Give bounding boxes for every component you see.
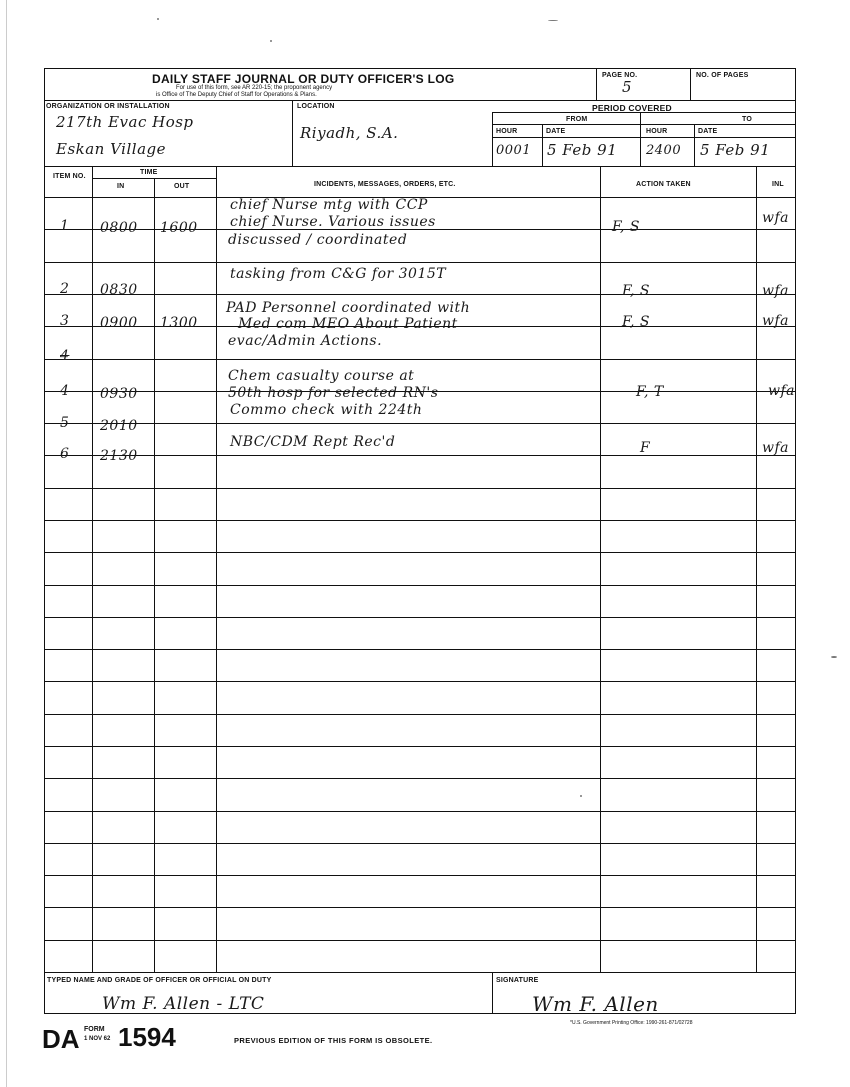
entry-item-no: 5 xyxy=(60,415,70,431)
to-hour-label: HOUR xyxy=(646,128,668,135)
from-hour-value: 0001 xyxy=(496,143,532,158)
form-da-label: DA xyxy=(42,1024,80,1054)
signature-value: Wm F. Allen xyxy=(532,992,659,1016)
table-row-line xyxy=(44,681,796,682)
officer-name-label: TYPED NAME AND GRADE OF OFFICER OR OFFICIAL ON DUTY xyxy=(47,977,272,984)
entry-item-no: 4 xyxy=(60,348,70,364)
entry-item-no: 1 xyxy=(60,218,70,234)
table-row-line xyxy=(44,552,796,553)
time-header: TIME xyxy=(140,169,158,176)
organization-value: Eskan Village xyxy=(56,140,166,158)
form-date-label: 1 NOV 62 xyxy=(84,1036,111,1042)
entry-text: Med com MEO About Patient xyxy=(238,316,458,332)
entry-time-in: 0830 xyxy=(100,282,138,298)
entry-text: tasking from C&G for 3015T xyxy=(230,266,447,282)
form-word-label: FORM xyxy=(84,1026,105,1033)
form-subtitle: is Office of The Deputy Chief of Staff for Operations & Plans. xyxy=(156,92,317,98)
entry-time-in: 0800 xyxy=(100,220,138,236)
table-row-line xyxy=(44,423,796,424)
no-of-pages-label: NO. OF PAGES xyxy=(696,72,749,79)
entry-time-out: 1300 xyxy=(160,315,198,331)
entry-time-in: 0900 xyxy=(100,315,138,331)
page-margin-line xyxy=(6,0,7,1087)
scan-speck xyxy=(270,40,272,42)
entry-initials: wfa xyxy=(762,210,790,226)
scan-speck xyxy=(548,20,558,21)
entry-item-no: 6 xyxy=(60,446,70,462)
entry-time-out: 1600 xyxy=(160,220,198,236)
entry-text: Commo check with 224th xyxy=(230,402,423,418)
entry-text: evac/Admin Actions. xyxy=(228,333,383,349)
form-title: DAILY STAFF JOURNAL OR DUTY OFFICER'S LOG xyxy=(152,72,455,86)
incidents-header: INCIDENTS, MESSAGES, ORDERS, ETC. xyxy=(314,181,456,188)
table-row-line xyxy=(44,875,796,876)
entry-action: F xyxy=(640,440,651,456)
table-row-line xyxy=(44,778,796,779)
entry-initials: wfa xyxy=(762,313,790,329)
entry-item-no: 4 xyxy=(60,383,70,399)
previous-edition-note: PREVIOUS EDITION OF THIS FORM IS OBSOLETE. xyxy=(234,1036,433,1045)
entry-time-in: 2010 xyxy=(100,418,138,434)
page-no-label: PAGE NO. xyxy=(602,72,638,79)
scan-speck xyxy=(157,18,159,20)
table-row-line xyxy=(44,746,796,747)
officer-name-value: Wm F. Allen - LTC xyxy=(102,994,265,1014)
from-date-label: DATE xyxy=(546,128,566,135)
table-row-line xyxy=(44,294,796,295)
from-label: FROM xyxy=(566,116,588,123)
entry-item-no: 2 xyxy=(60,281,70,297)
from-date-value: 5 Feb 91 xyxy=(547,141,618,159)
entry-action: F, S xyxy=(622,314,651,330)
to-date-label: DATE xyxy=(698,128,718,135)
entry-action: F, S xyxy=(622,283,651,299)
action-taken-header: ACTION TAKEN xyxy=(636,181,691,188)
time-in-header: IN xyxy=(117,183,125,190)
entry-time-in: 2130 xyxy=(100,448,138,464)
entry-text: PAD Personnel coordinated with xyxy=(226,300,471,316)
entry-text: discussed / coordinated xyxy=(228,232,408,248)
table-row-line xyxy=(44,455,796,456)
table-row-line xyxy=(44,262,796,263)
signature-label: SIGNATURE xyxy=(496,977,539,984)
entry-text: chief Nurse mtg with CCP xyxy=(230,197,428,213)
entry-text: 50th hosp for selected RN's xyxy=(228,385,439,401)
to-hour-value: 2400 xyxy=(646,143,682,158)
table-row-line xyxy=(44,714,796,715)
printing-office-note: *U.S. Government Printing Office: 1990-261-871/02728 xyxy=(570,1020,693,1026)
time-out-header: OUT xyxy=(174,183,190,190)
period-covered-label: PERIOD COVERED xyxy=(592,103,672,113)
organization-value: 217th Evac Hosp xyxy=(56,113,194,131)
table-row-line xyxy=(44,585,796,586)
item-no-header: ITEM NO. xyxy=(53,173,86,180)
entry-action: F, S xyxy=(612,219,641,235)
table-row-line xyxy=(44,488,796,489)
to-date-value: 5 Feb 91 xyxy=(700,141,771,159)
from-hour-label: HOUR xyxy=(496,128,518,135)
table-row-line xyxy=(44,940,796,941)
table-row-line xyxy=(44,907,796,908)
entry-initials: wfa xyxy=(762,283,790,299)
location-label: LOCATION xyxy=(297,103,335,110)
form-number: 1594 xyxy=(118,1022,176,1052)
table-row-line xyxy=(44,843,796,844)
table-row-line xyxy=(44,811,796,812)
entry-text: NBC/CDM Rept Rec'd xyxy=(230,434,396,450)
inl-header: INL xyxy=(772,181,784,188)
entry-action: F, T xyxy=(636,384,664,400)
entry-text: Chem casualty course at xyxy=(228,368,415,384)
entry-initials: wfa xyxy=(768,383,796,399)
table-row-line xyxy=(44,617,796,618)
scan-speck xyxy=(831,656,837,658)
form-subtitle: For use of this form, see AR 220-15; the proponent agency xyxy=(176,85,333,91)
location-value: Riyadh, S.A. xyxy=(300,124,399,142)
table-row-line xyxy=(44,520,796,521)
entry-text: chief Nurse. Various issues xyxy=(230,214,436,230)
organization-label: ORGANIZATION OR INSTALLATION xyxy=(46,103,170,110)
table-row-line xyxy=(44,359,796,360)
to-label: TO xyxy=(742,116,752,123)
entry-time-in: 0930 xyxy=(100,386,138,402)
entry-initials: wfa xyxy=(762,440,790,456)
entry-item-no: 3 xyxy=(60,313,70,329)
table-row-line xyxy=(44,649,796,650)
page-no-value: 5 xyxy=(622,78,633,96)
